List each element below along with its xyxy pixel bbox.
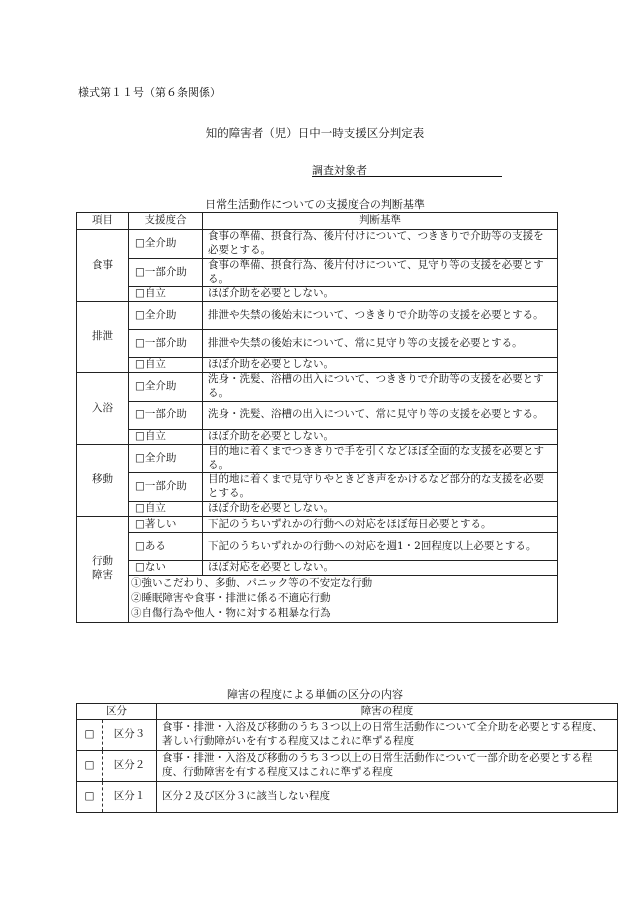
criteria-text: 食事の準備、摂食行為、後片付けについて、つききりで介助等の支援を必要とする。 (203, 230, 558, 259)
support-level-option[interactable]: □全介助 (129, 230, 203, 259)
criteria-text: ほぼ対応を必要としない。 (203, 561, 558, 576)
criteria-text: 目的地に着くまでつききりで手を引くなどほぼ全面的な支援を必要とする。 (203, 444, 558, 473)
table-row (77, 373, 558, 402)
support-level-option[interactable]: □ない (129, 561, 203, 576)
support-level-option[interactable]: □著しい (129, 517, 203, 533)
criteria-text: 食事の準備、摂食行為、後片付けについて、見守り等の支援を必要とする。 (203, 258, 558, 287)
table-row (77, 330, 558, 358)
category-checkbox[interactable]: □ (77, 720, 103, 751)
header-criteria: 判断基準 (203, 213, 558, 230)
support-level-option[interactable]: □自立 (129, 502, 203, 517)
criteria-text: ほぼ介助を必要としない。 (203, 358, 558, 373)
criteria-text: ほぼ介助を必要としない。 (203, 287, 558, 302)
category-checkbox[interactable]: □ (77, 782, 103, 813)
criteria-text: 洗身・洗髪、浴槽の出入について、常に見守り等の支援を必要とする。 (203, 401, 558, 429)
subject-name-line[interactable] (312, 176, 502, 177)
table2-caption: 障害の程度による単価の区分の内容 (227, 688, 403, 701)
header-level: 支援度合 (129, 213, 203, 230)
item-label-behavior (77, 517, 129, 623)
category-label: 区分２ (103, 751, 157, 782)
support-level-option[interactable]: □全介助 (129, 302, 203, 330)
table-row (77, 517, 558, 533)
criteria-text: 下記のうちいずれかの行動への対応をほぼ毎日必要とする。 (203, 517, 558, 533)
category-label: 区分３ (103, 720, 157, 751)
behavior-note: ②睡眠障害や食事・排泄に係る不適応行動 (131, 592, 331, 605)
behavior-note: ①強いこだわり、多動、パニック等の不安定な行動 (131, 576, 373, 589)
category-table (76, 703, 618, 813)
criteria-text: 排泄や失禁の後始末について、つききりで介助等の支援を必要とする。 (203, 302, 558, 330)
table-row (77, 561, 558, 576)
table1-caption: 日常生活動作についての支援度合の判断基準 (205, 198, 425, 211)
subject-label: 調査対象者 (312, 164, 367, 177)
table-row (77, 302, 558, 330)
table-row (77, 230, 558, 259)
criteria-text: ほぼ介助を必要としない。 (203, 429, 558, 444)
support-level-option[interactable]: □自立 (129, 358, 203, 373)
behavior-notes (129, 575, 558, 622)
table-row (77, 258, 558, 287)
header-degree: 障害の程度 (157, 704, 618, 720)
criteria-text: ほぼ介助を必要としない。 (203, 502, 558, 517)
table-row (77, 444, 558, 473)
support-level-option[interactable]: □自立 (129, 429, 203, 444)
item-label: 食事 (77, 230, 129, 302)
category-checkbox[interactable]: □ (77, 751, 103, 782)
table-row (77, 429, 558, 444)
category-description: 区分２及び区分３に該当しない程度 (157, 782, 618, 813)
table-row (77, 751, 618, 782)
support-level-option[interactable]: □一部介助 (129, 330, 203, 358)
header-category: 区分 (77, 704, 157, 720)
table-header-row (77, 213, 558, 230)
support-level-option[interactable]: □全介助 (129, 373, 203, 402)
table-row (77, 287, 558, 302)
criteria-text: 排泄や失禁の後始末について、常に見守り等の支援を必要とする。 (203, 330, 558, 358)
support-level-option[interactable]: □一部介助 (129, 401, 203, 429)
page-title: 知的障害者（児）日中一時支援区分判定表 (205, 126, 425, 140)
category-description: 食事・排泄・入浴及び移動のうち３つ以上の日常生活動作について一部介助を必要とする程度、行動障害を有する程度又はこれに準ずる程度 (157, 751, 618, 782)
support-criteria-table (76, 212, 558, 623)
item-label: 移動 (77, 444, 129, 516)
criteria-text: 下記のうちいずれかの行動への対応を週1・2回程度以上必要とする。 (203, 533, 558, 561)
item-label: 排泄 (77, 302, 129, 373)
table-row (77, 473, 558, 502)
support-level-option[interactable]: □全介助 (129, 444, 203, 473)
header-item: 項目 (77, 213, 129, 230)
category-description: 食事・排泄・入浴及び移動のうち３つ以上の日常生活動作について全介助を必要とする程度、著しい行動障がいを有する程度又はこれに準ずる程度 (157, 720, 618, 751)
item-label-line: 障害 (92, 569, 113, 582)
table-row (77, 533, 558, 561)
table-row (77, 782, 618, 813)
behavior-note: ③自傷行為や他人・物に対する粗暴な行為 (131, 607, 331, 620)
support-level-option[interactable]: □ある (129, 533, 203, 561)
table-row (77, 502, 558, 517)
support-level-option[interactable]: □一部介助 (129, 258, 203, 287)
form-number: 様式第１１号（第６条関係） (78, 86, 221, 99)
item-label: 入浴 (77, 373, 129, 445)
table-row (77, 720, 618, 751)
item-label-line: 行動 (92, 555, 113, 568)
support-level-option[interactable]: □自立 (129, 287, 203, 302)
category-label: 区分１ (103, 782, 157, 813)
criteria-text: 目的地に着くまで見守りやときどき声をかけるなど部分的な支援を必要とする。 (203, 473, 558, 502)
support-level-option[interactable]: □一部介助 (129, 473, 203, 502)
table-row (77, 575, 558, 622)
table-row (77, 401, 558, 429)
table-row (77, 358, 558, 373)
table-header-row (77, 704, 618, 720)
criteria-text: 洗身・洗髪、浴槽の出入について、つききりで介助等の支援を必要とする。 (203, 373, 558, 402)
